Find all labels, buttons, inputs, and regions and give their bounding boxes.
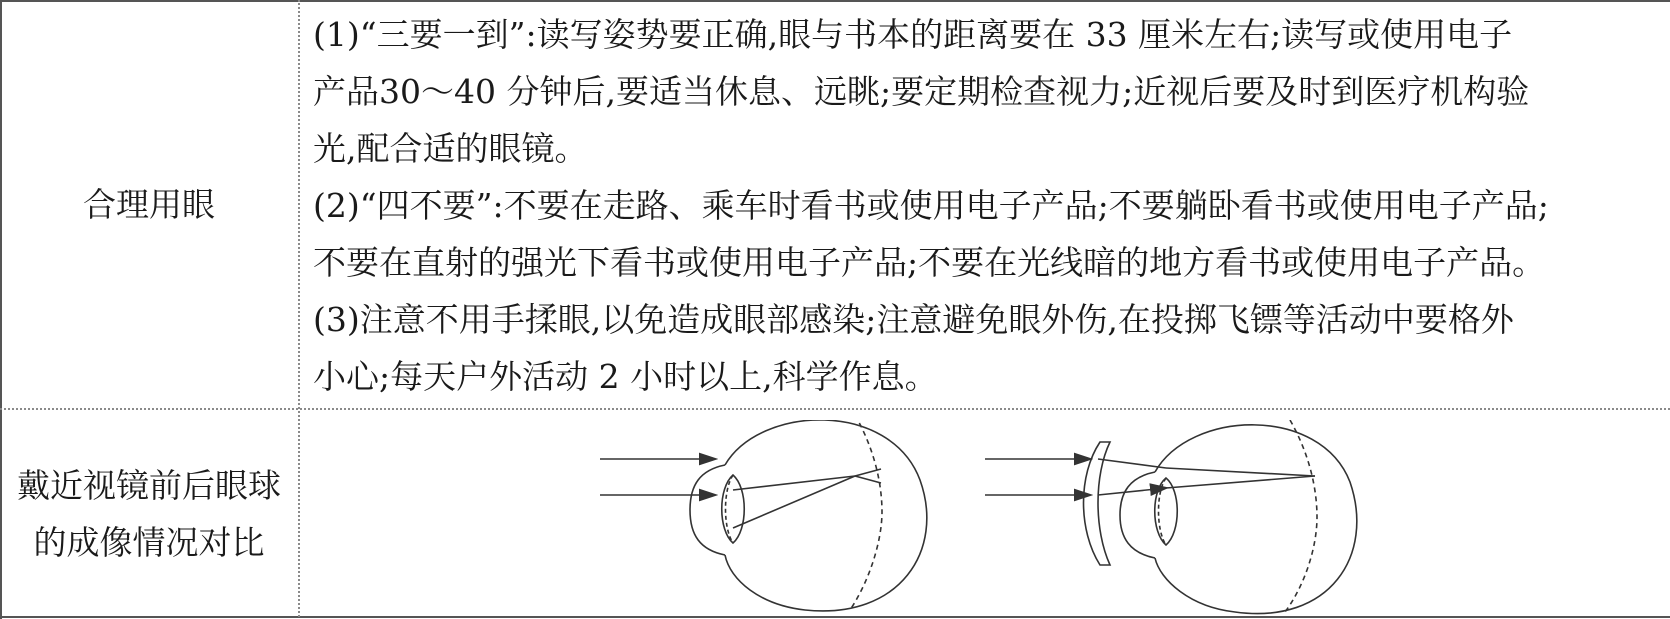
table-bottom-border: [0, 616, 1670, 618]
content-line: 产品30～40 分钟后,要适当休息、远眺;要定期检查视力;近视后要及时到医疗机构验: [313, 72, 1530, 111]
row-label-line: 戴近视镜前后眼球: [17, 466, 281, 505]
content-line: (1)“三要一到”:读写姿势要正确,眼与书本的距离要在 33 厘米左右;读写或使用电子: [313, 15, 1513, 54]
row-content-eye-care: [313, 6, 1663, 405]
row-label-eye-care: 合理用眼: [83, 185, 215, 224]
row-label-glasses-comparison: [0, 457, 298, 571]
myopic-eye-without-lens-icon: [600, 420, 927, 611]
eye-diagram: [600, 420, 1650, 615]
content-line: (2)“四不要”:不要在走路、乘车时看书或使用电子产品;不要躺卧看书或使用电子产品;: [313, 186, 1549, 225]
column-divider: [298, 0, 300, 617]
content-line: 不要在直射的强光下看书或使用电子产品;不要在光线暗的地方看书或使用电子产品。: [313, 243, 1546, 282]
row-divider: [0, 408, 1670, 410]
myopic-eye-with-concave-lens-icon: [985, 420, 1357, 614]
content-line: 小心;每天户外活动 2 小时以上,科学作息。: [313, 357, 938, 396]
table-top-border: [0, 0, 1670, 2]
content-line: (3)注意不用手揉眼,以免造成眼部感染;注意避免眼外伤,在投掷飞镖等活动中要格外: [313, 300, 1514, 339]
content-line: 光,配合适的眼镜。: [313, 129, 588, 168]
row-label-line: 的成像情况对比: [33, 523, 265, 562]
